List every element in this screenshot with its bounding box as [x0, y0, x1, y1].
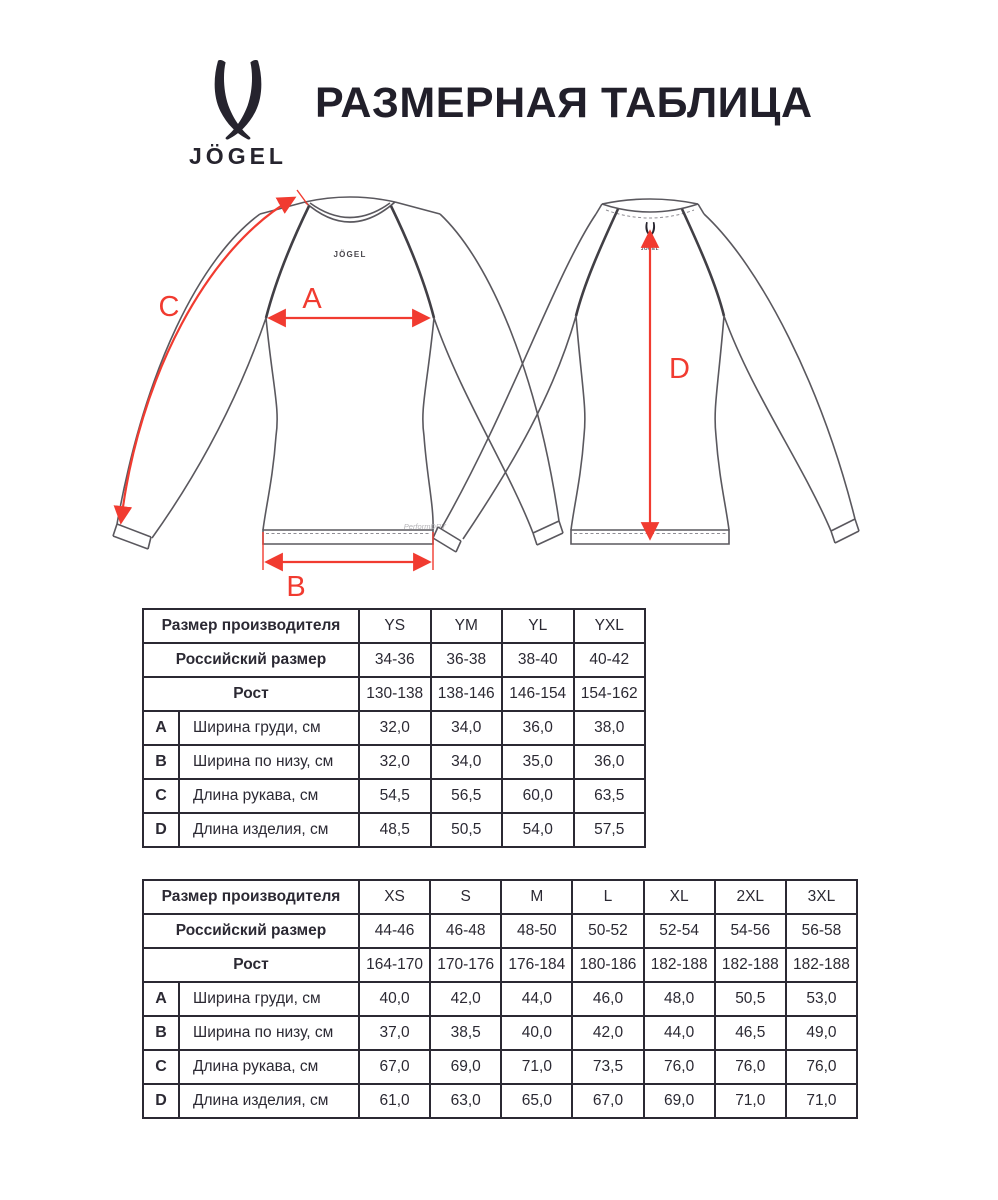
size-value-cell: L — [572, 880, 643, 914]
measure-label-cell: Длина изделия, см — [179, 1084, 359, 1118]
row-label-cell: Размер производителя — [143, 880, 359, 914]
measure-label-c: C — [158, 291, 180, 323]
size-value-cell: 154-162 — [574, 677, 646, 711]
table-header-row — [143, 609, 645, 643]
size-value-cell: 40-42 — [574, 643, 646, 677]
measure-letter-cell: B — [143, 1016, 179, 1050]
row-label-cell: Размер производителя — [143, 609, 359, 643]
measure-value-cell: 49,0 — [786, 1016, 857, 1050]
table-measure-row — [143, 1016, 857, 1050]
size-value-cell: 182-188 — [715, 948, 786, 982]
size-value-cell: 182-188 — [786, 948, 857, 982]
back-neck-brand-text: JÖGEL — [640, 246, 660, 251]
table-header-row — [143, 643, 645, 677]
size-value-cell: 182-188 — [644, 948, 715, 982]
table-measure-row — [143, 813, 645, 847]
measure-label-cell: Ширина по низу, см — [179, 1016, 359, 1050]
size-value-cell: 38-40 — [502, 643, 574, 677]
measure-label-d: D — [669, 353, 690, 385]
size-value-cell: 50-52 — [572, 914, 643, 948]
size-value-cell: YS — [359, 609, 431, 643]
size-value-cell: 2XL — [715, 880, 786, 914]
table-measure-row — [143, 745, 645, 779]
measurement-arrows — [121, 190, 690, 603]
size-value-cell: 34-36 — [359, 643, 431, 677]
measure-label-cell: Длина изделия, см — [179, 813, 359, 847]
size-value-cell: 46-48 — [430, 914, 501, 948]
measure-value-cell: 69,0 — [644, 1084, 715, 1118]
measure-value-cell: 56,5 — [431, 779, 503, 813]
size-value-cell: 44-46 — [359, 914, 430, 948]
size-value-cell: S — [430, 880, 501, 914]
measure-value-cell: 38,5 — [430, 1016, 501, 1050]
measure-value-cell: 63,0 — [430, 1084, 501, 1118]
row-label-cell: Рост — [143, 948, 359, 982]
size-value-cell: XS — [359, 880, 430, 914]
measure-value-cell: 32,0 — [359, 745, 431, 779]
table-header-row — [143, 914, 857, 948]
measure-value-cell: 54,5 — [359, 779, 431, 813]
measure-value-cell: 71,0 — [501, 1050, 572, 1084]
measure-value-cell: 53,0 — [786, 982, 857, 1016]
measure-value-cell: 46,0 — [572, 982, 643, 1016]
measure-value-cell: 42,0 — [430, 982, 501, 1016]
table-header-row — [143, 677, 645, 711]
jogel-wordmark: JÖGEL — [189, 143, 287, 169]
measure-letter-cell: B — [143, 745, 179, 779]
measure-value-cell: 44,0 — [644, 1016, 715, 1050]
measure-value-cell: 48,5 — [359, 813, 431, 847]
measure-letter-cell: A — [143, 711, 179, 745]
measure-letter-cell: C — [143, 1050, 179, 1084]
size-value-cell: YL — [502, 609, 574, 643]
shirt-back-view — [433, 199, 859, 552]
measure-value-cell: 67,0 — [359, 1050, 430, 1084]
measure-value-cell: 32,0 — [359, 711, 431, 745]
measure-value-cell: 34,0 — [431, 711, 503, 745]
jogel-logo — [183, 60, 293, 170]
size-value-cell: XL — [644, 880, 715, 914]
measure-value-cell: 67,0 — [572, 1084, 643, 1118]
measure-letter-cell: A — [143, 982, 179, 1016]
size-value-cell: 36-38 — [431, 643, 503, 677]
measure-value-cell: 35,0 — [502, 745, 574, 779]
measure-value-cell: 57,5 — [574, 813, 646, 847]
measure-label-cell: Длина рукава, см — [179, 779, 359, 813]
table-measure-row — [143, 779, 645, 813]
table-measure-row — [143, 1084, 857, 1118]
measure-value-cell: 42,0 — [572, 1016, 643, 1050]
size-value-cell: 52-54 — [644, 914, 715, 948]
size-value-cell: 176-184 — [501, 948, 572, 982]
measure-value-cell: 73,5 — [572, 1050, 643, 1084]
measure-value-cell: 50,5 — [715, 982, 786, 1016]
table-measure-row — [143, 1050, 857, 1084]
measure-value-cell: 65,0 — [501, 1084, 572, 1118]
performdry-label: PerformDRY — [403, 522, 446, 531]
size-value-cell: 170-176 — [430, 948, 501, 982]
measure-letter-cell: C — [143, 779, 179, 813]
size-table-youth — [142, 608, 646, 848]
size-value-cell: 130-138 — [359, 677, 431, 711]
measure-value-cell: 76,0 — [715, 1050, 786, 1084]
row-label-cell: Российский размер — [143, 643, 359, 677]
size-value-cell: 138-146 — [431, 677, 503, 711]
size-value-cell: YM — [431, 609, 503, 643]
measure-value-cell: 50,5 — [431, 813, 503, 847]
size-value-cell: 54-56 — [715, 914, 786, 948]
front-chest-brand-text: JÖGEL — [333, 250, 367, 259]
measure-label-a: A — [302, 283, 322, 315]
measure-label-cell: Ширина груди, см — [179, 711, 359, 745]
measure-letter-cell: D — [143, 1084, 179, 1118]
jogel-emblem-icon — [196, 60, 280, 140]
measure-value-cell: 76,0 — [644, 1050, 715, 1084]
measure-value-cell: 63,5 — [574, 779, 646, 813]
measure-value-cell: 46,5 — [715, 1016, 786, 1050]
table-measure-row — [143, 711, 645, 745]
measure-value-cell: 40,0 — [501, 1016, 572, 1050]
shirt-front-view — [113, 197, 563, 549]
table-header-row — [143, 948, 857, 982]
measure-value-cell: 69,0 — [430, 1050, 501, 1084]
size-value-cell: 146-154 — [502, 677, 574, 711]
measure-value-cell: 34,0 — [431, 745, 503, 779]
size-value-cell: YXL — [574, 609, 646, 643]
row-label-cell: Рост — [143, 677, 359, 711]
table-measure-row — [143, 982, 857, 1016]
size-table-adult — [142, 879, 858, 1119]
measure-value-cell: 37,0 — [359, 1016, 430, 1050]
size-value-cell: 164-170 — [359, 948, 430, 982]
measure-value-cell: 48,0 — [644, 982, 715, 1016]
measure-value-cell: 61,0 — [359, 1084, 430, 1118]
measure-letter-cell: D — [143, 813, 179, 847]
size-value-cell: 3XL — [786, 880, 857, 914]
measure-value-cell: 36,0 — [502, 711, 574, 745]
measure-value-cell: 71,0 — [786, 1084, 857, 1118]
size-value-cell: 56-58 — [786, 914, 857, 948]
measure-value-cell: 76,0 — [786, 1050, 857, 1084]
table-header-row — [143, 880, 857, 914]
size-value-cell: 180-186 — [572, 948, 643, 982]
measure-label-cell: Ширина груди, см — [179, 982, 359, 1016]
measure-value-cell: 44,0 — [501, 982, 572, 1016]
size-value-cell: 48-50 — [501, 914, 572, 948]
measure-value-cell: 71,0 — [715, 1084, 786, 1118]
measure-value-cell: 36,0 — [574, 745, 646, 779]
measure-label-cell: Длина рукава, см — [179, 1050, 359, 1084]
measure-label-b: B — [286, 571, 306, 603]
measure-value-cell: 38,0 — [574, 711, 646, 745]
row-label-cell: Российский размер — [143, 914, 359, 948]
measure-label-cell: Ширина по низу, см — [179, 745, 359, 779]
page-title: РАЗМЕРНАЯ ТАБЛИЦА — [315, 79, 813, 127]
measure-value-cell: 40,0 — [359, 982, 430, 1016]
measure-value-cell: 60,0 — [502, 779, 574, 813]
garment-measurement-diagram — [90, 188, 910, 608]
size-value-cell: M — [501, 880, 572, 914]
measure-value-cell: 54,0 — [502, 813, 574, 847]
